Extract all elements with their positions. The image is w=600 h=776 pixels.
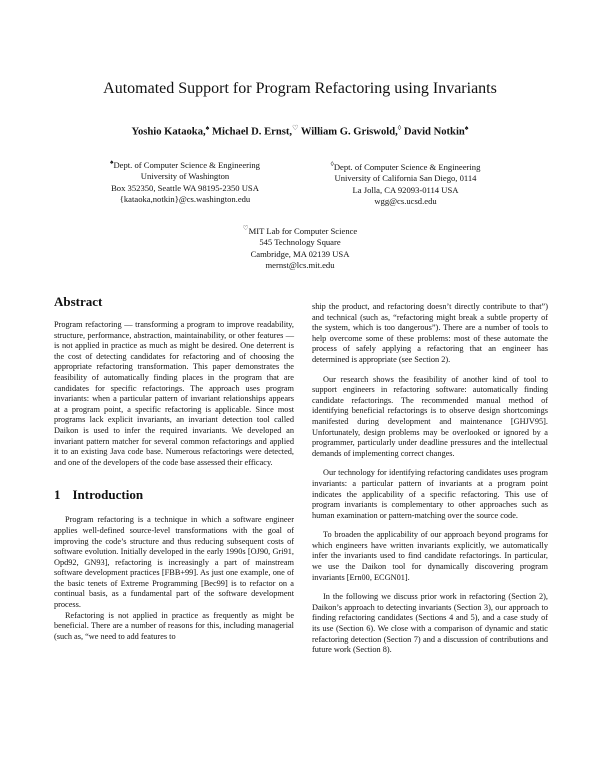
intro-heading [54, 487, 294, 503]
affiliation-line: MIT Lab for Computer Science [248, 225, 358, 236]
abstract-text: Program refactoring — transforming a program to improve readability, structure, performance, abstraction, maintainability, or other features — is not applied in practice as much as might be desired. One deterrent is the cost of detecting candidates for refactoring and of choosing the appropriate refactoring transformation. This paper demonstrates the feasibility of automatically finding places in the program that are candidates for specific refactorings. The approach uses program invariants: when a particular pattern of invariant relationships appears at a program point, a specific refactoring is applicable. Since most programs lack explicit invariants, an invariant detection tool called Daikon is used to infer the required invariants. We developed an invariant pattern matcher for several common refactorings and applied it to an existing Java code base. Numerous refactorings were detected, and one of the developers of the code base assessed their efficacy. [54, 320, 294, 467]
affiliation-uw [80, 157, 290, 206]
affiliation-line: {kataoka,notkin}@cs.washington.edu [119, 194, 251, 205]
affiliation-line: 545 Technology Square [259, 237, 341, 248]
left-column [54, 294, 294, 642]
paper-title: Automated Support for Program Refactoring using Invariants [103, 80, 497, 97]
body-paragraph: In the following we discuss prior work in refactoring (Section 2), Daikon’s approach to detecting invariants (Section 3), our approach to finding refactoring candidates (Sections 4 and 5), and a case study of its use (Section 6). We close with a comparison of dynamic and static refactoring detection (Section 7) and a discussion of contributions and future work (Section 8). [312, 592, 548, 655]
affiliation-line: La Jolla, CA 92093-0114 USA [352, 184, 459, 195]
intro-paragraph: Refactoring is not applied in practice as frequently as might be beneficial. There are a number of reasons for this, including managerial (such as, “we need to add features to [54, 610, 294, 641]
author-name: Yoshio Kataoka, [131, 126, 206, 138]
affiliation-mark: ◊ [397, 124, 402, 132]
affiliation-line: Box 352350, Seattle WA 98195-2350 USA [111, 182, 259, 193]
affiliation-line: Dept. of Computer Science & Engineering [333, 161, 481, 172]
affiliation-ucsd [298, 159, 513, 208]
affiliation-mark: ♡ [242, 225, 249, 232]
affiliation-mark: ◊ [330, 161, 334, 168]
affiliation-line: mernst@lcs.mit.edu [265, 260, 335, 271]
section-title: Introduction [72, 487, 144, 503]
affiliation-line: University of Washington [140, 171, 230, 182]
right-column [312, 302, 548, 656]
affiliation-line: Cambridge, MA 02139 USA [250, 248, 350, 259]
affiliation-mark: ♠ [205, 124, 210, 132]
affiliation-mit [190, 223, 410, 272]
author-name: Michael D. Ernst, [212, 126, 293, 138]
author-name: William G. Griswold, [300, 126, 398, 138]
body-paragraph: Our technology for identifying refactoring candidates uses program invariants: a particular pattern of invariants at a program point indicates the applicability of a specific refactoring. This use of program invariants is complementary to other approaches such as human examination or pattern-matching over the source code. [312, 468, 548, 520]
abstract-heading: Abstract [54, 294, 103, 309]
affiliation-line: Dept. of Computer Science & Engineering [113, 159, 260, 170]
affiliation-mark: ♠ [464, 124, 469, 132]
body-paragraph: ship the product, and refactoring doesn’t directly contribute to that”) and technical (such as, “refactoring might break a subtle property of the system, which is too dangerous”). There are a number of tools to help overcome some of these problems: most of these automate the process of safely applying a refactoring that an engineer has determined is appropriate (see Section 2). [312, 302, 548, 364]
section-number: 1 [54, 487, 61, 503]
affiliation-line: University of California San Diego, 0114 [334, 173, 477, 184]
body-paragraph: Our research shows the feasibility of another kind of tool to support engineers in refactoring software: automatically finding candidate refactorings. The recommended manual method of identifying beneficial refactorings is to observe design shortcomings manifested during development and maintenance [GHJV95]. Unfortunately, design problems may be overlooked or ignored by a programmer, particularly under deadline pressures and the intellectual demands of implementing correct changes. [312, 374, 548, 458]
body-paragraph: To broaden the applicability of our approach beyond programs for which engineers have written invariants explicitly, we automatically infer the invariants used to find candidate refactorings. In particular, we use the Daikon tool for dynamically discovering program invariants [Ern00, ECGN01]. [312, 530, 548, 582]
affiliation-line: wgg@cs.ucsd.edu [374, 196, 437, 207]
author-list [0, 124, 600, 138]
affiliation-mark: ♡ [292, 124, 299, 132]
affiliation-mark: ♠ [110, 159, 114, 166]
author-name: David Notkin [403, 126, 465, 138]
intro-paragraph: Program refactoring is a technique in which a software engineer applies well-defined source-level transformations with the goal of improving the code’s structure and thus reducing subsequent costs of software evolution. Initially developed in the early 1990s [OJ90, Gri91, Opd92, GN93], refactoring is increasingly a part of mainstream software development practices [FBB+99]. As just one example, one of the basic tenets of Extreme Programming [Bec99] is to refactor on a continual basis, as a fundamental part of the software development process. [54, 515, 294, 610]
